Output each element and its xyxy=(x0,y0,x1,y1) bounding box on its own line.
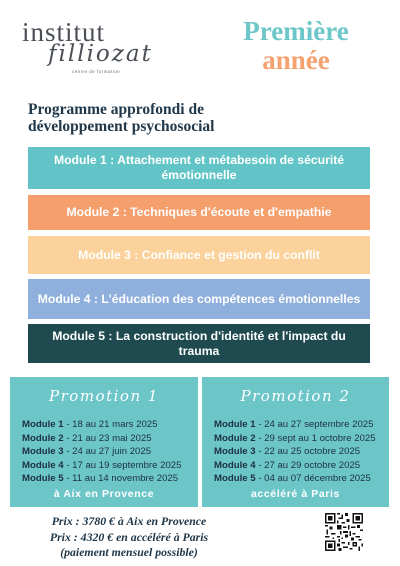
promotion-2-sessions xyxy=(214,418,376,486)
qr-code-icon[interactable] xyxy=(325,513,363,551)
session-dates: 21 au 23 mai 2025 xyxy=(72,432,152,444)
session-dates: 24 au 27 septembre 2025 xyxy=(264,419,374,430)
session-item: Module 5 - 11 au 14 novembre 2025 xyxy=(22,473,179,485)
session-dates: 17 au 19 septembre 2025 xyxy=(72,459,182,471)
session-module: Module 2 xyxy=(214,432,256,444)
logo-tagline: centre de formation xyxy=(72,69,121,74)
module-3-banner xyxy=(28,236,370,274)
session-module: Module 1 xyxy=(214,419,256,430)
promotion-2-location: accéléré à Paris xyxy=(250,488,340,500)
promotion-1-sessions xyxy=(22,418,181,486)
session-module: Module 4 xyxy=(214,459,256,471)
module-1-label: Module 1 : Attachement et métabesoin de sécurité émotionnelle xyxy=(53,153,345,182)
year-heading xyxy=(226,18,366,74)
module-3-label: Module 3 : Confiance et gestion du conflit xyxy=(78,247,320,262)
promotion-2-title: Promotion 2 xyxy=(240,387,351,405)
module-2-banner xyxy=(28,195,370,230)
payment-note: (paiement mensuel possible) xyxy=(60,545,198,559)
session-item: Module 2 - 29 sept au 1 octobre 2025 xyxy=(214,432,376,444)
session-item: Module 4 - 27 au 29 octobre 2025 xyxy=(214,459,361,471)
session-item: Module 5 - 04 au 07 décembre 2025 xyxy=(214,473,371,485)
session-dates: 22 au 25 octobre 2025 xyxy=(264,446,361,458)
module-5-label: Module 5 : La construction d'identité et l'impact du trauma xyxy=(52,328,346,358)
promotion-1-location: à Aix en Provence xyxy=(53,488,155,500)
session-module: Module 3 xyxy=(214,446,256,458)
session-item: Module 4 - 17 au 19 septembre 2025 xyxy=(22,459,182,471)
module-1-banner xyxy=(28,147,370,189)
session-item: Module 3 - 24 au 27 juin 2025 xyxy=(22,446,152,458)
session-module: Module 3 xyxy=(22,446,64,458)
session-item: Module 1 - 24 au 27 septembre 2025 xyxy=(214,419,374,430)
price-paris: Prix : 4320 € en accéléré à Paris xyxy=(49,529,209,544)
promotion-1-card xyxy=(10,377,198,507)
year-line-2: année xyxy=(262,45,330,75)
session-module: Module 4 xyxy=(22,459,64,471)
programme-title: Programme approfondi de développement psychosocial xyxy=(28,101,215,135)
price-block xyxy=(0,514,258,561)
logo-main-text: institut xyxy=(22,17,106,47)
session-dates: 24 au 27 juin 2025 xyxy=(72,446,152,458)
session-item: Module 2 - 21 au 23 mai 2025 xyxy=(22,432,152,444)
session-item: Module 1 - 18 au 21 mars 2025 xyxy=(22,419,158,430)
price-aix: Prix : 3780 € à Aix en Provence xyxy=(51,514,207,528)
session-dates: 29 sept au 1 octobre 2025 xyxy=(264,432,376,444)
session-module: Module 1 xyxy=(22,419,64,430)
module-4-label: Module 4 : L'éducation des compétences émotionnelles xyxy=(37,291,361,306)
session-dates: 11 au 14 novembre 2025 xyxy=(72,473,179,485)
module-5-banner xyxy=(28,324,370,363)
promotion-1-title: Promotion 1 xyxy=(49,387,159,405)
session-dates: 27 au 29 octobre 2025 xyxy=(264,459,361,471)
promotion-2-card xyxy=(202,377,389,507)
session-dates: 18 au 21 mars 2025 xyxy=(72,419,158,430)
session-item: Module 3 - 22 au 25 octobre 2025 xyxy=(214,446,361,458)
session-dates: 04 au 07 décembre 2025 xyxy=(264,473,371,485)
module-2-label: Module 2 : Techniques d'écoute et d'empathie xyxy=(66,205,332,219)
year-line-1: Première xyxy=(243,16,349,46)
module-4-banner xyxy=(28,279,370,319)
logo-script-text: filliozat xyxy=(48,41,153,67)
session-module: Module 5 xyxy=(214,473,256,485)
session-module: Module 2 xyxy=(22,432,64,444)
session-module: Module 5 xyxy=(22,473,64,485)
institut-filliozat-logo xyxy=(22,17,153,76)
